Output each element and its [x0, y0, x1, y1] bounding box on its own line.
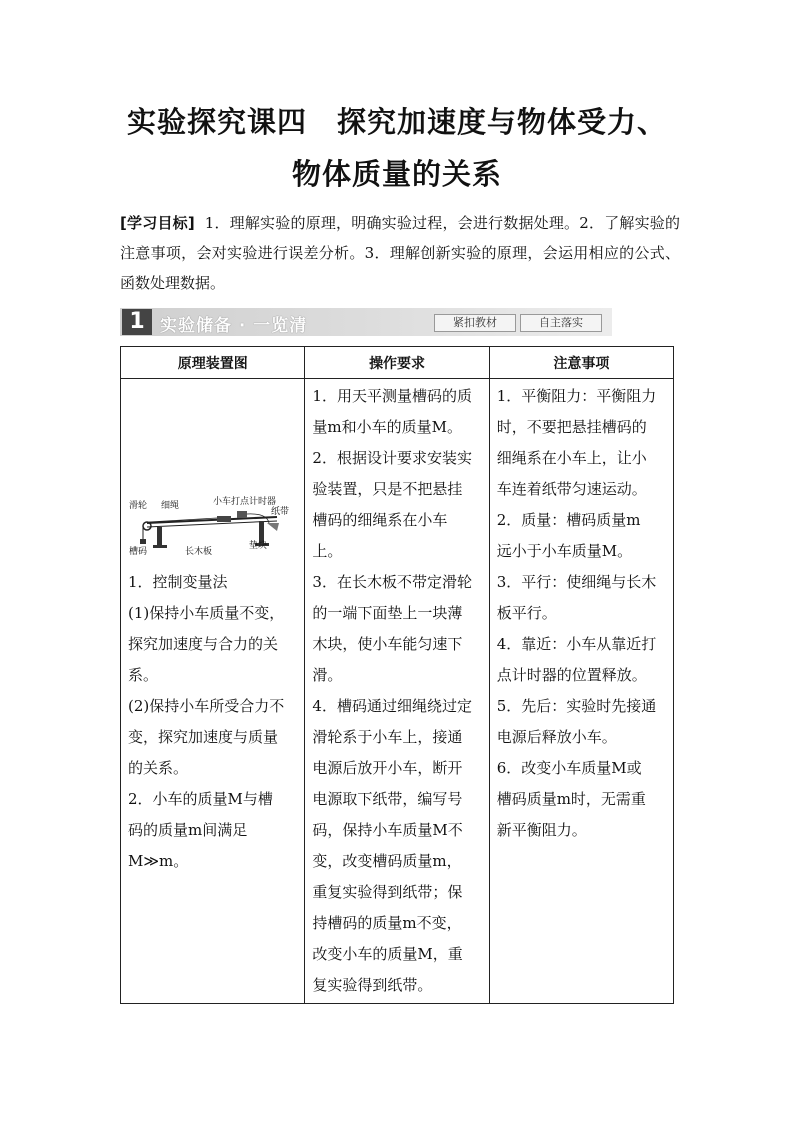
notes-line: 1．平衡阻力：平衡阻力: [496, 387, 657, 405]
label-string: 细绳: [161, 501, 180, 511]
principle-line: 2．小车的质量M与槽: [128, 790, 273, 808]
principle-line: (2)保持小车所受合力不: [128, 697, 285, 715]
notes-line: 4．靠近：小车从靠近打: [496, 635, 657, 653]
label-tape: 纸带: [271, 507, 290, 517]
operation-line: 3．在长木板不带定滑轮: [312, 573, 472, 591]
notes-line: 时，不要把悬挂槽码的: [496, 418, 647, 436]
label-cart: 小车: [213, 497, 232, 507]
principle-line: M≫m。: [128, 852, 189, 870]
page-title-line1: 实验探究课四 探究加速度与物体受力、: [126, 105, 667, 139]
header-operation: 操作要求: [305, 347, 489, 379]
notes-line: 5．先后：实验时先接通: [496, 697, 657, 715]
operation-line: 2．根据设计要求安装实: [312, 449, 472, 467]
notes-line: 远小于小车质量M。: [496, 542, 633, 560]
operation-line: 码，保持小车质量M不: [312, 821, 463, 839]
apparatus-diagram: [121, 497, 304, 561]
principle-line: (1)保持小车质量不变，: [128, 604, 285, 622]
operation-line: 1．用天平测量槽码的质: [312, 387, 472, 405]
notes-line: 细绳系在小车上，让小: [496, 449, 647, 467]
principle-cell: [121, 379, 305, 1004]
notes-line: 板平行。: [496, 604, 557, 622]
header-principle: 原理装置图: [121, 347, 305, 379]
section-title: 实验储备 · 一览清: [160, 316, 308, 336]
operation-line: 持槽码的质量m不变，: [312, 914, 462, 932]
operation-line: 木块，使小车能匀速下: [312, 635, 463, 653]
operation-line: 复实验得到纸带。: [312, 976, 433, 994]
table-header-row: [121, 347, 674, 379]
principle-line: 的关系。: [128, 759, 189, 777]
header-notes: 注意事项: [489, 347, 673, 379]
operation-line: 槽码的细绳系在小车: [312, 511, 448, 529]
notes-line: 点计时器的位置释放。: [496, 666, 647, 684]
learning-goals: [120, 208, 680, 298]
notes-line: 车连着纸带匀速运动。: [496, 480, 647, 498]
experiment-table: [120, 346, 674, 1004]
operation-line: 验装置，只是不把悬挂: [312, 480, 463, 498]
principle-line: 1．控制变量法: [128, 573, 228, 591]
notes-line: 槽码质量m时，无需重: [496, 790, 646, 808]
section-number: 1: [122, 309, 152, 335]
notes-line: 电源后释放小车。: [496, 728, 617, 746]
label-timer: 打点计时器: [231, 497, 277, 507]
notes-text: [490, 379, 673, 848]
operation-line: 重复实验得到纸带；保: [312, 883, 463, 901]
principle-line: 变，探究加速度与质量: [128, 728, 279, 746]
operation-line: 滑。: [312, 666, 343, 684]
section-banner: [120, 308, 612, 336]
label-board: 长木板: [185, 547, 213, 557]
operation-text: [305, 379, 488, 1003]
principle-text: [121, 565, 304, 879]
tag-self-study: 自主落实: [520, 314, 602, 332]
learning-goals-label: [学习目标]: [120, 214, 195, 232]
operation-line: 量m和小车的质量M。: [312, 418, 463, 436]
operation-line: 电源取下纸带，编写号: [312, 790, 463, 808]
principle-line: 码的质量m间满足: [128, 821, 248, 839]
principle-line: 探究加速度与合力的关: [128, 635, 279, 653]
operation-line: 滑轮系于小车上，接通: [312, 728, 463, 746]
learning-goals-text: 1．理解实验的原理，明确实验过程，会进行数据处理。2．了解实验的注意事项，会对实验进行误差分析。3．理解创新实验的原理，会运用相应的公式、函数处理数据。: [120, 214, 680, 292]
operation-cell: [305, 379, 489, 1004]
operation-line: 上。: [312, 542, 343, 560]
label-block: 垫块: [249, 541, 268, 551]
operation-line: 电源后放开小车，断开: [312, 759, 463, 777]
notes-line: 新平衡阻力。: [496, 821, 587, 839]
label-weight: 槽码: [129, 547, 148, 557]
notes-cell: [489, 379, 673, 1004]
operation-line: 变，改变槽码质量m，: [312, 852, 462, 870]
table-row: [121, 379, 674, 1004]
page-title-line2: 物体质量的关系: [291, 157, 502, 191]
notes-line: 2．质量：槽码质量m: [496, 511, 641, 529]
principle-line: 系。: [128, 666, 159, 684]
operation-line: 改变小车的质量M，重: [312, 945, 463, 963]
notes-line: 6．改变小车质量M或: [496, 759, 642, 777]
operation-line: 4．槽码通过细绳绕过定: [312, 697, 472, 715]
notes-line: 3．平行：使细绳与长木: [496, 573, 657, 591]
label-pulley: 滑轮: [129, 501, 148, 511]
operation-line: 的一端下面垫上一块薄: [312, 604, 463, 622]
tag-textbook: 紧扣教材: [434, 314, 516, 332]
